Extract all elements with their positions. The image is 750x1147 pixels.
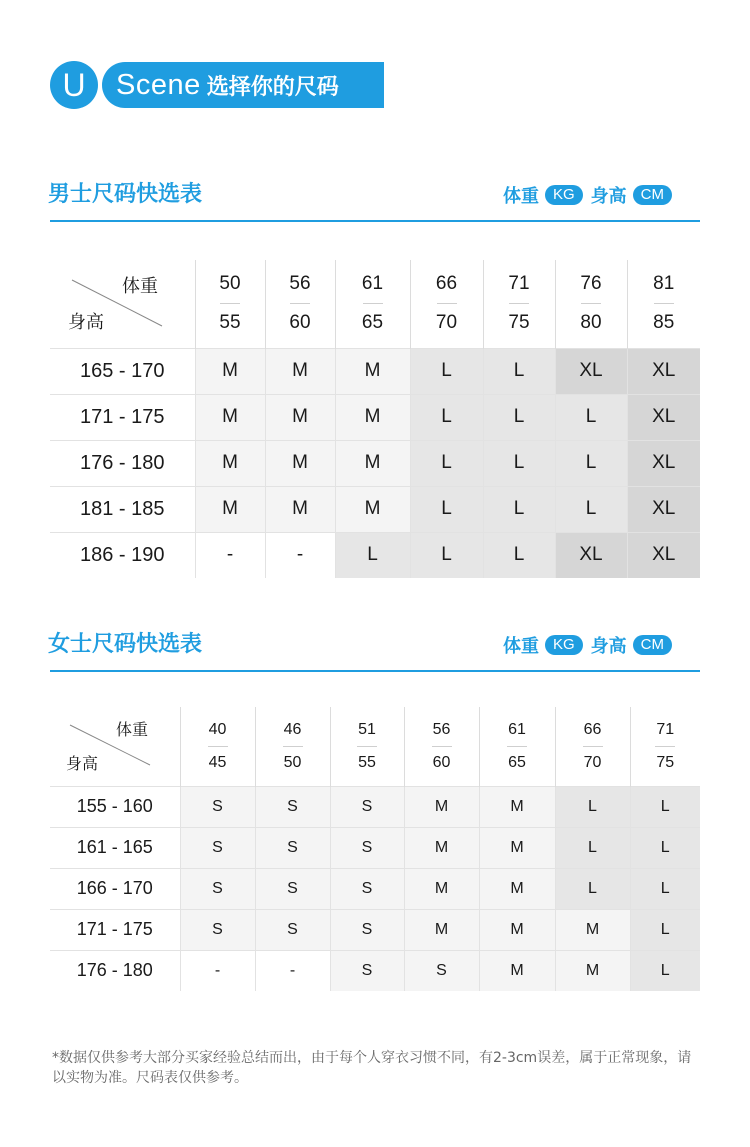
weight-min: 50: [219, 273, 241, 295]
size-cell: M: [404, 868, 479, 909]
size-row: [50, 440, 700, 486]
size-cell: M: [404, 827, 479, 868]
corner-height-label: 身高: [68, 312, 104, 332]
weight-min: 76: [580, 273, 602, 295]
size-cell: L: [555, 868, 630, 909]
size-cell: L: [410, 440, 483, 486]
size-row: [50, 786, 700, 827]
size-cell: S: [255, 786, 330, 827]
size-row: [50, 827, 700, 868]
weight-range-header: [330, 707, 404, 786]
weight-max: 55: [358, 753, 376, 771]
brand-banner: [102, 62, 384, 108]
size-cell: S: [255, 868, 330, 909]
corner-weight-label: 体重: [122, 276, 158, 296]
size-cell: S: [180, 827, 255, 868]
size-cell: M: [195, 348, 265, 394]
size-cell: M: [335, 348, 410, 394]
size-cell: L: [630, 868, 700, 909]
size-cell: L: [410, 486, 483, 532]
weight-min: 61: [508, 720, 526, 738]
weight-range-divider: [509, 303, 529, 304]
size-cell: M: [335, 486, 410, 532]
weight-min: 56: [432, 720, 451, 738]
weight-range-divider: [357, 746, 377, 747]
men-units-legend: [503, 182, 680, 208]
weight-min: 71: [508, 273, 530, 295]
size-cell: L: [483, 440, 555, 486]
weight-max: 80: [580, 312, 602, 334]
weight-min: 61: [361, 273, 384, 295]
women-units-legend: [503, 632, 680, 658]
height-range-cell: 171 - 175: [50, 394, 195, 440]
brand-subtitle: 选择你的尺码: [206, 74, 339, 100]
weight-header-row: [50, 707, 700, 786]
weight-min: 56: [289, 273, 311, 295]
size-cell: M: [479, 950, 555, 991]
size-cell: M: [555, 950, 630, 991]
size-cell: M: [404, 786, 479, 827]
size-cell: XL: [627, 348, 700, 394]
weight-max: 75: [656, 753, 675, 771]
weight-max: 60: [289, 312, 311, 334]
size-cell: L: [630, 909, 700, 950]
size-cell: L: [555, 827, 630, 868]
weight-range-divider: [283, 746, 303, 747]
disclaimer-note: *数据仅供参考大部分买家经验总结而出，由于每个人穿衣习惯不同，有2-3cm误差，属于正常现象，请以实物为准。尺码表仅供参考。: [52, 1050, 692, 1086]
unit-cm-badge: CM: [633, 635, 672, 655]
unit-height-label: 身高: [590, 186, 627, 207]
size-cell: -: [195, 532, 265, 578]
size-cell: -: [180, 950, 255, 991]
brand-header: [50, 62, 384, 108]
size-cell: L: [555, 786, 630, 827]
size-cell: XL: [627, 440, 700, 486]
unit-kg-badge: KG: [545, 635, 583, 655]
weight-range-divider: [654, 303, 674, 304]
unit-kg-badge: KG: [545, 185, 583, 205]
weight-min: 81: [653, 273, 675, 295]
size-cell: XL: [555, 348, 627, 394]
size-row: [50, 348, 700, 394]
size-cell: L: [483, 348, 555, 394]
size-cell: S: [330, 786, 404, 827]
size-cell: XL: [555, 532, 627, 578]
height-range-cell: 166 - 170: [50, 868, 180, 909]
weight-min: 46: [283, 720, 302, 738]
unit-height-label: 身高: [590, 636, 627, 657]
size-cell: M: [265, 440, 335, 486]
weight-range-header: [483, 260, 555, 348]
size-cell: M: [479, 868, 555, 909]
size-cell: L: [410, 394, 483, 440]
size-cell: M: [479, 909, 555, 950]
size-cell: S: [180, 786, 255, 827]
weight-range-header: [555, 707, 630, 786]
women-section-title: 女士尺码快选表: [48, 632, 203, 657]
height-range-cell: 176 - 180: [50, 440, 195, 486]
size-cell: S: [330, 827, 404, 868]
size-cell: XL: [627, 486, 700, 532]
size-cell: S: [330, 950, 404, 991]
weight-range-header: [335, 260, 410, 348]
weight-range-header: [479, 707, 555, 786]
size-row: [50, 532, 700, 578]
size-cell: M: [555, 909, 630, 950]
weight-range-divider: [583, 746, 603, 747]
unit-weight-label: 体重: [502, 636, 539, 657]
weight-min: 66: [583, 720, 602, 738]
header-corner: [50, 707, 180, 786]
weight-max: 70: [435, 312, 458, 334]
size-cell: S: [330, 868, 404, 909]
weight-max: 60: [432, 753, 451, 771]
size-cell: S: [255, 827, 330, 868]
size-cell: L: [483, 486, 555, 532]
size-cell: S: [255, 909, 330, 950]
weight-range-divider: [432, 746, 452, 747]
weight-header-row: [50, 260, 700, 348]
weight-range-divider: [208, 746, 228, 747]
weight-range-divider: [507, 746, 527, 747]
size-cell: M: [404, 909, 479, 950]
weight-range-header: [410, 260, 483, 348]
size-cell: L: [630, 950, 700, 991]
size-cell: L: [555, 440, 627, 486]
size-cell: M: [335, 440, 410, 486]
weight-range-header: [195, 260, 265, 348]
weight-range-header: [630, 707, 700, 786]
height-range-cell: 161 - 165: [50, 827, 180, 868]
weight-max: 50: [283, 753, 302, 771]
unit-cm-badge: CM: [633, 185, 672, 205]
height-range-cell: 165 - 170: [50, 348, 195, 394]
size-cell: M: [265, 394, 335, 440]
size-row: [50, 394, 700, 440]
size-cell: XL: [627, 394, 700, 440]
weight-min: 71: [656, 720, 675, 738]
weight-max: 45: [208, 753, 227, 771]
size-row: [50, 950, 700, 991]
weight-max: 70: [583, 753, 602, 771]
header-corner: [50, 260, 195, 348]
size-cell: L: [410, 532, 483, 578]
weight-range-divider: [290, 303, 310, 304]
size-cell: M: [195, 486, 265, 532]
weight-max: 65: [361, 312, 384, 334]
weight-range-header: [627, 260, 700, 348]
size-cell: S: [330, 909, 404, 950]
size-cell: M: [265, 348, 335, 394]
weight-range-header: [255, 707, 330, 786]
size-cell: L: [483, 532, 555, 578]
size-cell: L: [483, 394, 555, 440]
size-cell: M: [335, 394, 410, 440]
corner-weight-label: 体重: [116, 722, 149, 739]
weight-max: 55: [219, 312, 241, 334]
men-section-title: 男士尺码快选表: [48, 182, 203, 207]
size-row: [50, 486, 700, 532]
women-section-divider: [50, 670, 700, 672]
size-cell: -: [255, 950, 330, 991]
size-cell: M: [195, 394, 265, 440]
weight-max: 65: [508, 753, 526, 771]
corner-diagonal-line: [50, 707, 180, 786]
size-cell: L: [335, 532, 410, 578]
women-size-table: [50, 707, 700, 991]
size-cell: L: [630, 786, 700, 827]
size-cell: L: [630, 827, 700, 868]
weight-range-divider: [581, 303, 601, 304]
size-cell: S: [180, 868, 255, 909]
height-range-cell: 176 - 180: [50, 950, 180, 991]
unit-weight-label: 体重: [502, 186, 539, 207]
weight-range-header: [555, 260, 627, 348]
men-size-table: [50, 260, 700, 578]
men-section-divider: [50, 220, 700, 222]
brand-logo-icon: U: [50, 61, 98, 109]
weight-max: 85: [653, 312, 675, 334]
weight-range-divider: [437, 303, 457, 304]
weight-range-header: [404, 707, 479, 786]
weight-min: 40: [208, 720, 227, 738]
size-row: [50, 909, 700, 950]
weight-range-divider: [220, 303, 240, 304]
brand-name: Scene: [116, 68, 201, 101]
size-cell: M: [479, 827, 555, 868]
weight-range-header: [180, 707, 255, 786]
height-range-cell: 181 - 185: [50, 486, 195, 532]
weight-range-divider: [363, 303, 383, 304]
size-cell: M: [479, 786, 555, 827]
weight-max: 75: [508, 312, 530, 334]
size-row: [50, 868, 700, 909]
size-cell: L: [555, 486, 627, 532]
size-cell: L: [555, 394, 627, 440]
size-cell: M: [195, 440, 265, 486]
height-range-cell: 155 - 160: [50, 786, 180, 827]
weight-range-divider: [655, 746, 675, 747]
size-cell: S: [404, 950, 479, 991]
size-cell: M: [265, 486, 335, 532]
weight-min: 51: [358, 720, 376, 738]
height-range-cell: 186 - 190: [50, 532, 195, 578]
height-range-cell: 171 - 175: [50, 909, 180, 950]
size-cell: -: [265, 532, 335, 578]
size-cell: S: [180, 909, 255, 950]
weight-range-header: [265, 260, 335, 348]
size-cell: XL: [627, 532, 700, 578]
corner-height-label: 身高: [66, 756, 99, 773]
size-cell: L: [410, 348, 483, 394]
weight-min: 66: [435, 273, 458, 295]
